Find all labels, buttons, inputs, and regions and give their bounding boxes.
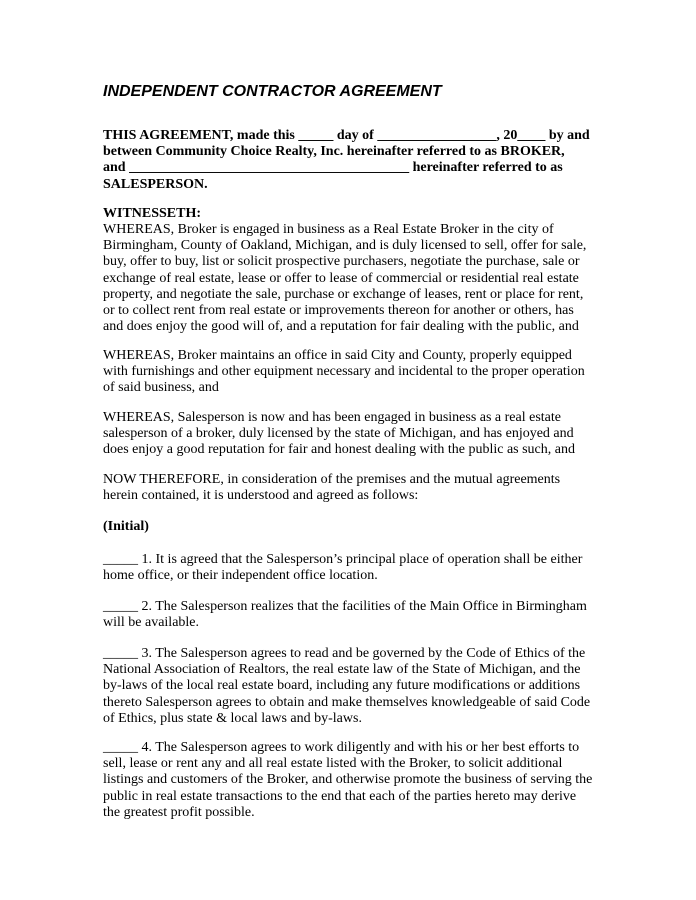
document-title: INDEPENDENT CONTRACTOR AGREEMENT xyxy=(103,83,442,100)
intro-line-2: between Community Choice Realty, Inc. hereinafter referred to as BROKER, xyxy=(103,144,565,160)
agreement-intro xyxy=(103,128,593,193)
clause-4: _____ 4. The Salesperson agrees to work diligently and with his or her best efforts to sell, lease or rent any and all real estate listed with the Broker, to solicit additional listings and customers of the Broker, and otherwise promote the business of serving the public in real estate transactions to the end that each of the parties hereto may derive the greatest profit possible. xyxy=(103,740,593,820)
clause-3: _____ 3. The Salesperson agrees to read and be governed by the Code of Ethics of the National Association of Realtors, the real estate law of the State of Michigan, and the by-laws of the local real estate board, including any future modifications or additions thereto Salesperson agrees to obtain and make themselves knowledgeable of said Code of Ethics, plus state & local laws and by-laws. xyxy=(103,646,591,726)
intro-line-4: SALESPERSON. xyxy=(103,176,208,192)
clause-2: _____ 2. The Salesperson realizes that the facilities of the Main Office in Birmingham will be available. xyxy=(103,599,587,631)
witnesseth-heading: WITNESSETH: xyxy=(103,206,202,221)
intro-line-1: THIS AGREEMENT, made this _____ day of _________________, 20____ by and xyxy=(103,128,590,143)
initial-heading: (Initial) xyxy=(103,519,149,534)
whereas-paragraph-1: WHEREAS, Broker is engaged in business as a Real Estate Broker in the city of Birmingham, County of Oakland, Michigan, and is duly licensed to sell, offer for sale, buy, offer to buy, list or solicit prospective purchasers, negotiate the purchase, sale or exchange of real estate, lease or offer to lease of commercial or residential real estate property, and negotiate the sale, purchase or exchange of leases, rent or place for rent, or to collect rent from real estate or improvements thereon for another or others, has and does enjoy the good will of, and a reputation for fair dealing with the public, and xyxy=(103,222,587,335)
clause-1: _____ 1. It is agreed that the Salesperson’s principal place of operation shall be either home office, or their independent office location. xyxy=(103,552,583,584)
intro-line-3: and ________________________________________ hereinafter referred to as xyxy=(103,160,563,176)
now-therefore-paragraph: NOW THEREFORE, in consideration of the premises and the mutual agreements herein contained, it is understood and agreed as follows: xyxy=(103,472,561,504)
whereas-paragraph-3: WHEREAS, Salesperson is now and has been engaged in business as a real estate salesperson of a broker, duly licensed by the state of Michigan, and has enjoyed and does enjoy a good reputation for fair and honest dealing with the public as such, and xyxy=(103,410,575,458)
whereas-paragraph-2: WHEREAS, Broker maintains an office in said City and County, properly equipped with furnishings and other equipment necessary and incidental to the proper operation of said business, and xyxy=(103,348,585,396)
